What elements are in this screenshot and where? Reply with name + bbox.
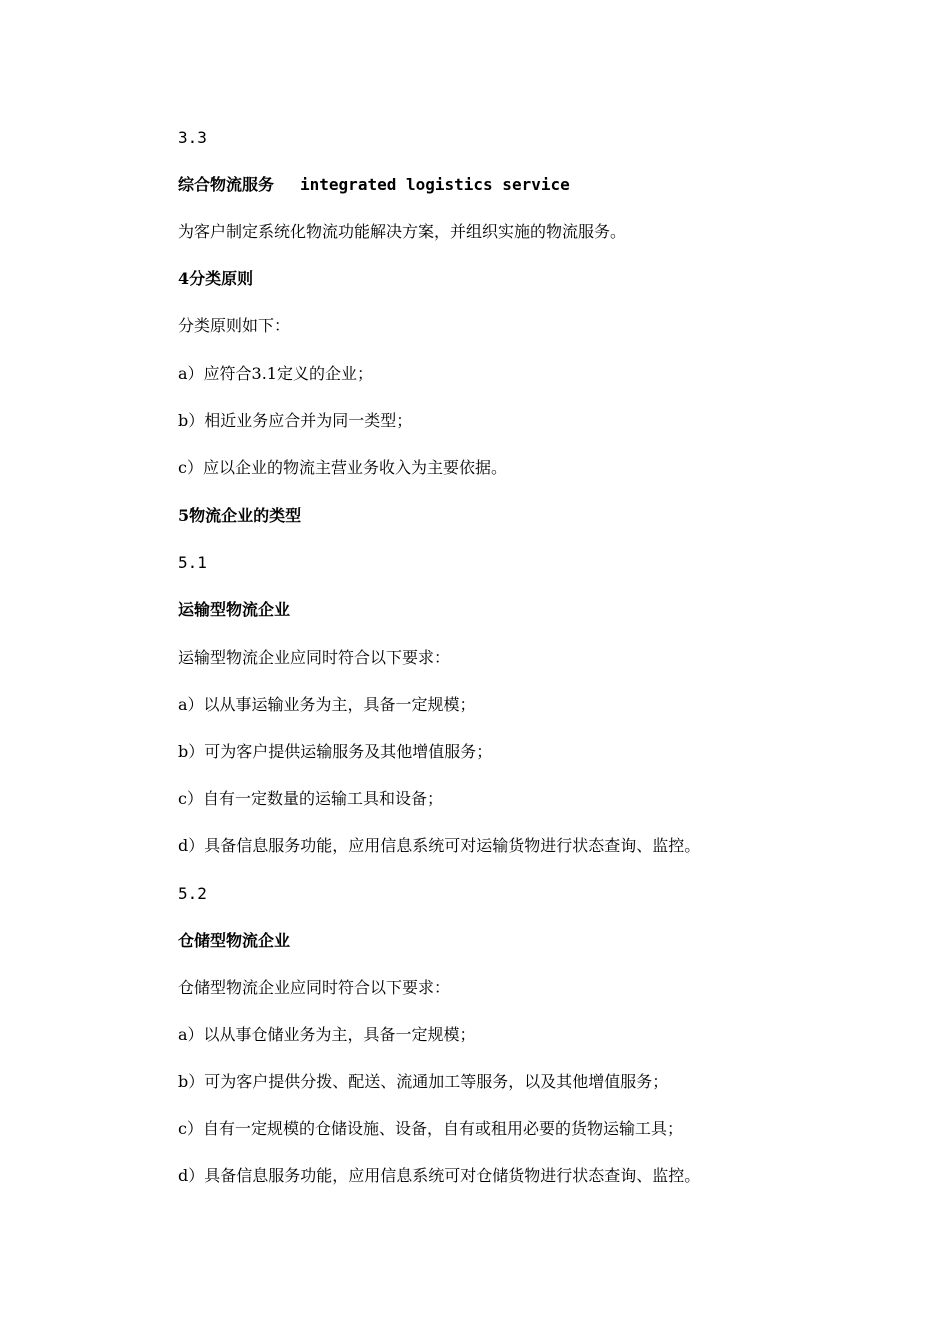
section-title-5-1: 运输型物流企业 (178, 600, 291, 619)
section-4-item-b: b）相近业务应合并为同一类型； (178, 411, 413, 430)
section-5-2-intro: 仓储型物流企业应同时符合以下要求： (178, 978, 451, 997)
section-4-item-c: c）应以企业的物流主营业务收入为主要依据。 (178, 458, 507, 477)
term-heading (178, 175, 570, 195)
section-heading-4: 4分类原则 (178, 269, 254, 288)
section-heading-5: 5物流企业的类型 (178, 506, 302, 525)
section-4-item-a: a）应符合3.1定义的企业； (178, 364, 373, 383)
term-english: integrated logistics service (300, 175, 570, 194)
section-5-2-item-d: d）具备信息服务功能，应用信息系统可对仓储货物进行状态查询、监控。 (178, 1166, 701, 1185)
section-title-5-2: 仓储型物流企业 (178, 931, 291, 950)
term-chinese: 综合物流服务 (178, 175, 275, 194)
section-5-2-item-c: c）自有一定规模的仓储设施、设备，自有或租用必要的货物运输工具； (178, 1119, 683, 1138)
section-5-1-intro: 运输型物流企业应同时符合以下要求： (178, 648, 451, 667)
section-number-3-3: 3.3 (178, 128, 207, 147)
section-5-1-item-b: b）可为客户提供运输服务及其他增值服务； (178, 742, 493, 761)
section-4-intro: 分类原则如下： (178, 316, 291, 335)
section-5-1-item-c: c）自有一定数量的运输工具和设备； (178, 789, 443, 808)
section-5-1-item-d: d）具备信息服务功能，应用信息系统可对运输货物进行状态查询、监控。 (178, 836, 701, 855)
section-5-2-item-b: b）可为客户提供分拨、配送、流通加工等服务，以及其他增值服务； (178, 1072, 669, 1091)
section-5-2-item-a: a）以从事仓储业务为主，具备一定规模； (178, 1025, 476, 1044)
section-number-5-1: 5.1 (178, 553, 207, 572)
section-5-1-item-a: a）以从事运输业务为主，具备一定规模； (178, 695, 476, 714)
section-number-5-2: 5.2 (178, 884, 207, 903)
term-definition: 为客户制定系统化物流功能解决方案，并组织实施的物流服务。 (178, 222, 627, 241)
